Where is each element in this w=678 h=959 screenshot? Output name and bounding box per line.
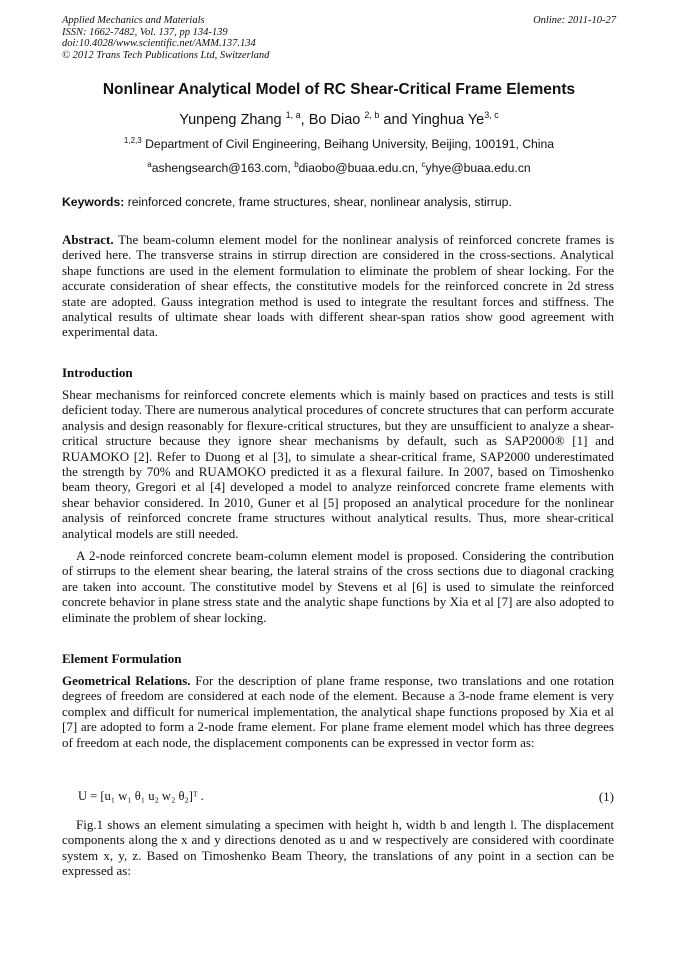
paper-title: Nonlinear Analytical Model of RC Shear-Critical Frame Elements [102,81,576,98]
doi-line: doi:10.4028/www.scientific.net/AMM.137.134 [62,38,256,49]
geometrical-relations-text: For the description of plane frame response, two translations and one rotation degrees of freedom are considered at each node of the element. Because a 3-node frame element is very complex and difficult for numerical implementation, the analytical shape functions proposed by Xia et al [7] are adopted to form a 2-node frame element. For plane frame element model which has three degrees of freedom at each node, the displacement components can be expressed in vector form as: [62,673,615,750]
keywords [62,195,614,209]
issn-line: ISSN: 1662-7482, Vol. 137, pp 134-139 [62,26,228,38]
introduction-paragraph-2: A 2-node reinforced concrete beam-column element model is proposed. Considering the contribution of stirrups to the element shear bearing, the lateral strains of the cross sections due to diagonal cracking are taken into account. The constitutive model by Stevens et al [6] is used to simulate the reinforced concrete behavior in plane stress state and the analytic shape functions by Xia et al [7] are also adopted to eliminate the problem of shear locking. [62,548,614,625]
author-name: Bo Diao [308,112,361,128]
author-and: and [383,112,408,128]
journal-name: Applied Mechanics and Materials [62,15,205,26]
author-sup: 1, a [285,110,301,120]
author-sup: 2, b [364,110,380,120]
author-name: Yunpeng Zhang [179,112,282,128]
email-address[interactable]: diaobo@buaa.edu.cn, [298,161,419,175]
email-sup: a [147,160,152,169]
email-sup: c [421,160,426,169]
affiliation [0,137,678,151]
equation-number: (1) [598,789,614,804]
affiliation-sup: 1,2,3 [123,136,142,145]
figure-description-paragraph: Fig.1 shows an element simulating a specimen with height h, width b and length l. The displacement components along the x and y directions denoted as u and w respectively are considered with coordinate system x, y, z. Based on Timoshenko Beam Theory, the translations of any point in a section can be expressed as: [62,817,614,879]
author-sup: 3, c [484,110,499,120]
abstract-text: The beam-column element model for the nonlinear analysis of reinforced concrete frames is derived here. The transverse strains in stirrup direction are considered in the cross-sections. Analytical shape functions are used in the element formulation to eliminate the problem of shear locking. For the accurate consideration of shear effects, the constitutive models for the reinforced concrete in 2d stress state are adopted. Gauss integration method is used to integrate the resultant forces and stiffness. The analytical results of ultimate shear loads with different shear-span ratios show good agreement with experimental data. [62,232,615,340]
introduction-heading: Introduction [62,365,133,380]
email-address[interactable]: ashengsearch@163.com, [151,161,291,175]
email-list [0,161,678,175]
copyright-line: © 2012 Trans Tech Publications Ltd, Switzerland [62,49,270,61]
introduction-paragraph-1: Shear mechanisms for reinforced concrete elements which is mainly based on practices and tests is still deficient today. There are numerous analytical procedures of concrete structures that can perform accurate analysis and design reasonably for flexure-critical structures, but they are unsufficient to analyze a shear-critical structure because they ignore shear mechanisms by default, such as SAP2000® [1] and RUAMOKO [2]. Refer to Duong et al [3], to simulate a shear-critical frame, SAP2000 underestimated the strength by 70% and RUAMOKO predicted it as a flexural failure. In 2007, based on Timoshenko beam theory, Gregori et al [4] developed a model to analyze reinforced concrete frame elements with shear behavior considered. In 2010, Guner et al [5] proposed an analytical procedure for the nonlinear analysis of reinforced concrete frame structures without analytical results. Thus, more shear-critical analytical models are still needed. [62,387,614,541]
geometrical-relations-paragraph [62,673,614,750]
author-list: Yunpeng Zhang $^{1, a}$, Bo Diao $^{2, b}$ and Yinghua Ye$^{3, c}$ [179,110,499,128]
geometrical-relations-label: Geometrical Relations. [62,673,191,688]
keywords-label: Keywords: [62,195,125,209]
keywords-text: reinforced concrete, frame structures, shear, nonlinear analysis, stirrup. [127,195,512,209]
online-date: Online: 2011-10-27 [533,15,616,26]
equation-1: U = [u₁ w₁ θ₁ u₂ w₂ θ₂]ᵀ . [78,789,204,803]
email-address[interactable]: yhye@buaa.edu.cn [425,161,531,175]
author-name: Yinghua Ye [411,112,485,128]
email-sup: b [294,160,299,169]
affiliation-text: Department of Civil Engineering, Beihang University, Beijing, 100191, China [145,137,555,151]
abstract-label: Abstract. [62,232,114,247]
element-formulation-heading: Element Formulation [62,651,182,666]
abstract [62,232,614,340]
